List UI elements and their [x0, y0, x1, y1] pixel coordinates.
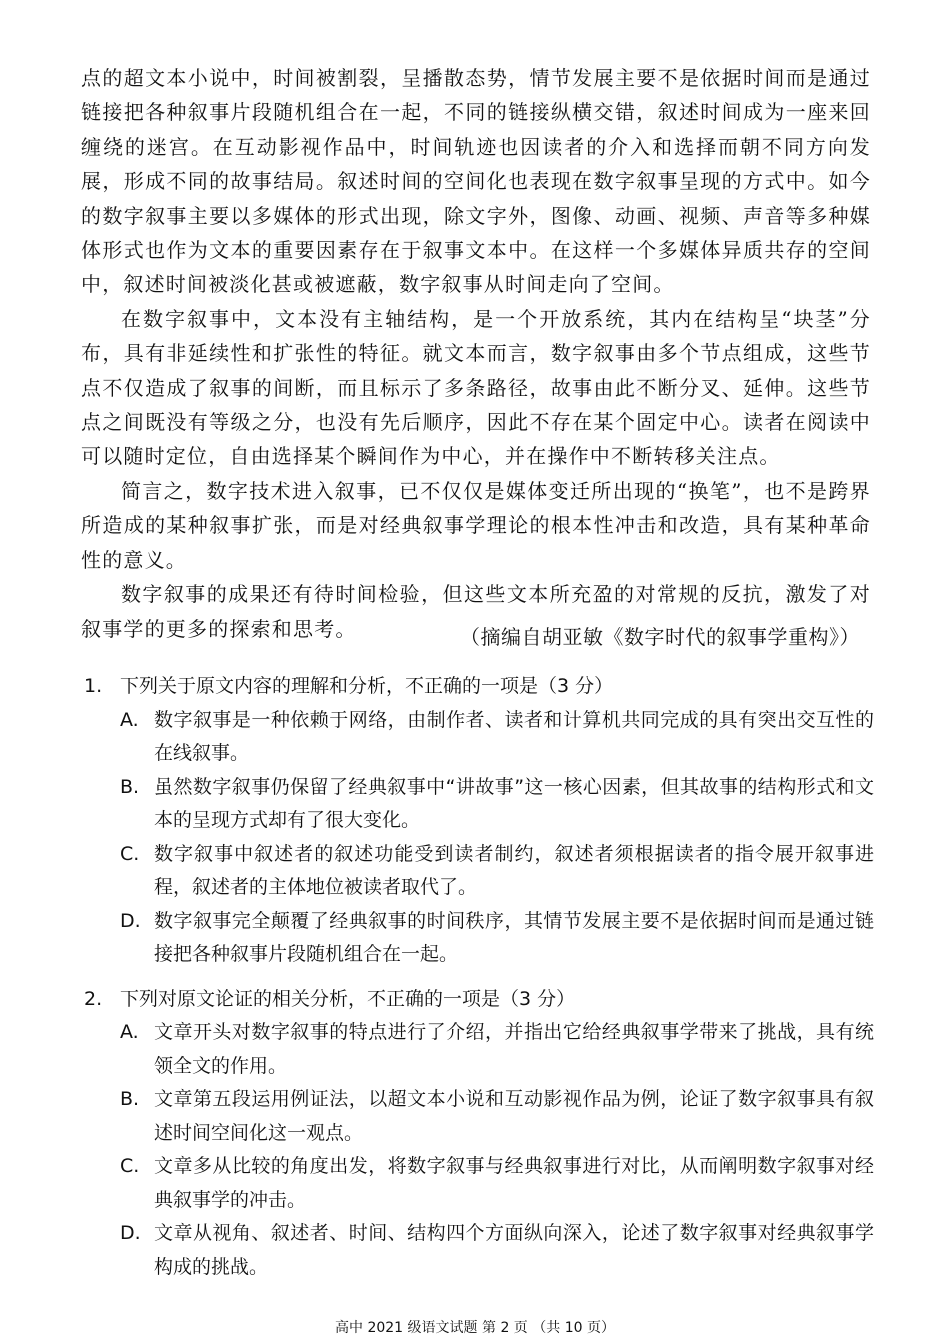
option-text: 文章多从比较的角度出发，将数字叙事与经典叙事进行对比，从而阐明数字叙事对经典叙事学的冲击。	[154, 1155, 874, 1211]
option-text: 文章第五段运用例证法，以超文本小说和互动影视作品为例，论证了数字叙事具有叙述时间空间化这一观点。	[154, 1088, 874, 1144]
option-b	[84, 1083, 874, 1150]
question-number: 1.	[84, 675, 103, 697]
passage-paragraph-2: 在数字叙事中，文本没有主轴结构，是一个开放系统，其内在结构呈“块茎”分布，具有非延续性和扩张性的特征。就文本而言，数字叙事由多个节点组成，这些节点不仅造成了叙事的间断，而且标示了多条路径，故事由此不断分叉、延伸。这些节点之间既没有等级之分，也没有先后顺序，因此不存在某个固定中心。读者在阅读中可以随时定位，自由选择某个瞬间作为中心，并在操作中不断转移关注点。	[81, 306, 871, 469]
option-text: 文章从视角、叙述者、时间、结构四个方面纵向深入，论述了数字叙事对经典叙事学构成的挑战。	[154, 1222, 874, 1278]
option-letter: D.	[120, 1222, 141, 1244]
question-list	[84, 670, 874, 1295]
option-letter: A.	[120, 1021, 139, 1043]
option-d	[84, 1217, 874, 1284]
option-letter: B.	[120, 775, 140, 798]
passage-paragraph-1: 点的超文本小说中，时间被割裂，呈播散态势，情节发展主要不是依据时间而是通过链接把各种叙事片段随机组合在一起，不同的链接纵横交错，叙述时间成为一座来回缠绕的迷宫。在互动影视作品中，时间轨迹也因读者的介入和选择而朝不同方向发展，形成不同的故事结局。叙述时间的空间化也表现在数字叙事呈现的方式中。如今的数字叙事主要以多媒体的形式出现，除文字外，图像、动画、视频、声音等多种媒体形式也作为文本的重要因素存在于叙事文本中。在这样一个多媒体异质共存的空间中，叙述时间被淡化甚或被遮蔽，数字叙事从时间走向了空间。	[81, 66, 871, 297]
question-number: 2.	[84, 987, 103, 1010]
option-a	[84, 1016, 874, 1083]
page-footer: 高中 2021 级语文试题 第 2 页 （共 10 页）	[335, 1320, 615, 1336]
question-stem	[84, 670, 874, 704]
option-c	[84, 1150, 874, 1217]
option-letter: B.	[120, 1088, 140, 1110]
question-2	[84, 983, 874, 1285]
passage-source: （摘编自胡亚敏《数字时代的叙事学重构》）	[460, 625, 860, 649]
question-text: 下列关于原文内容的理解和分析，不正确的一项是（3 分）	[120, 675, 614, 697]
question-stem	[84, 983, 874, 1017]
option-text: 虽然数字叙事仍保留了经典叙事中“讲故事”这一核心因素，但其故事的结构形式和文本的呈现方式却有了很大变化。	[154, 775, 874, 831]
passage-paragraph-4: 数字叙事的成果还有待时间检验，但这些文本所充盈的对常规的反抗，激发了对叙事学的更多的探索和思考。	[81, 582, 871, 641]
question-text: 下列对原文论证的相关分析，不正确的一项是（3 分）	[120, 987, 576, 1010]
option-text: 文章开头对数字叙事的特点进行了介绍，并指出它给经典叙事学带来了挑战，具有统领全文的作用。	[154, 1021, 874, 1077]
passage-paragraph-3: 简言之，数字技术进入叙事，已不仅仅是媒体变迁所出现的“换笔”，也不是跨界所造成的某种叙事扩张，而是对经典叙事学理论的根本性冲击和改造，具有某种革命性的意义。	[81, 478, 871, 572]
option-letter: C.	[120, 842, 140, 865]
option-text: 数字叙事中叙述者的叙述功能受到读者制约，叙述者须根据读者的指令展开叙事进程，叙述者的主体地位被读者取代了。	[154, 842, 874, 898]
option-a	[84, 704, 874, 771]
option-text: 数字叙事是一种依赖于网络，由制作者、读者和计算机共同完成的具有突出交互性的在线叙事。	[154, 708, 874, 764]
option-text: 数字叙事完全颠覆了经典叙事的时间秩序，其情节发展主要不是依据时间而是通过链接把各种叙事片段随机组合在一起。	[154, 909, 874, 965]
option-letter: A.	[120, 708, 139, 731]
reading-passage	[81, 61, 871, 646]
option-c	[84, 838, 874, 905]
question-1	[84, 670, 874, 972]
option-d	[84, 905, 874, 972]
option-b	[84, 771, 874, 838]
option-letter: D.	[120, 909, 141, 932]
option-letter: C.	[120, 1155, 140, 1177]
